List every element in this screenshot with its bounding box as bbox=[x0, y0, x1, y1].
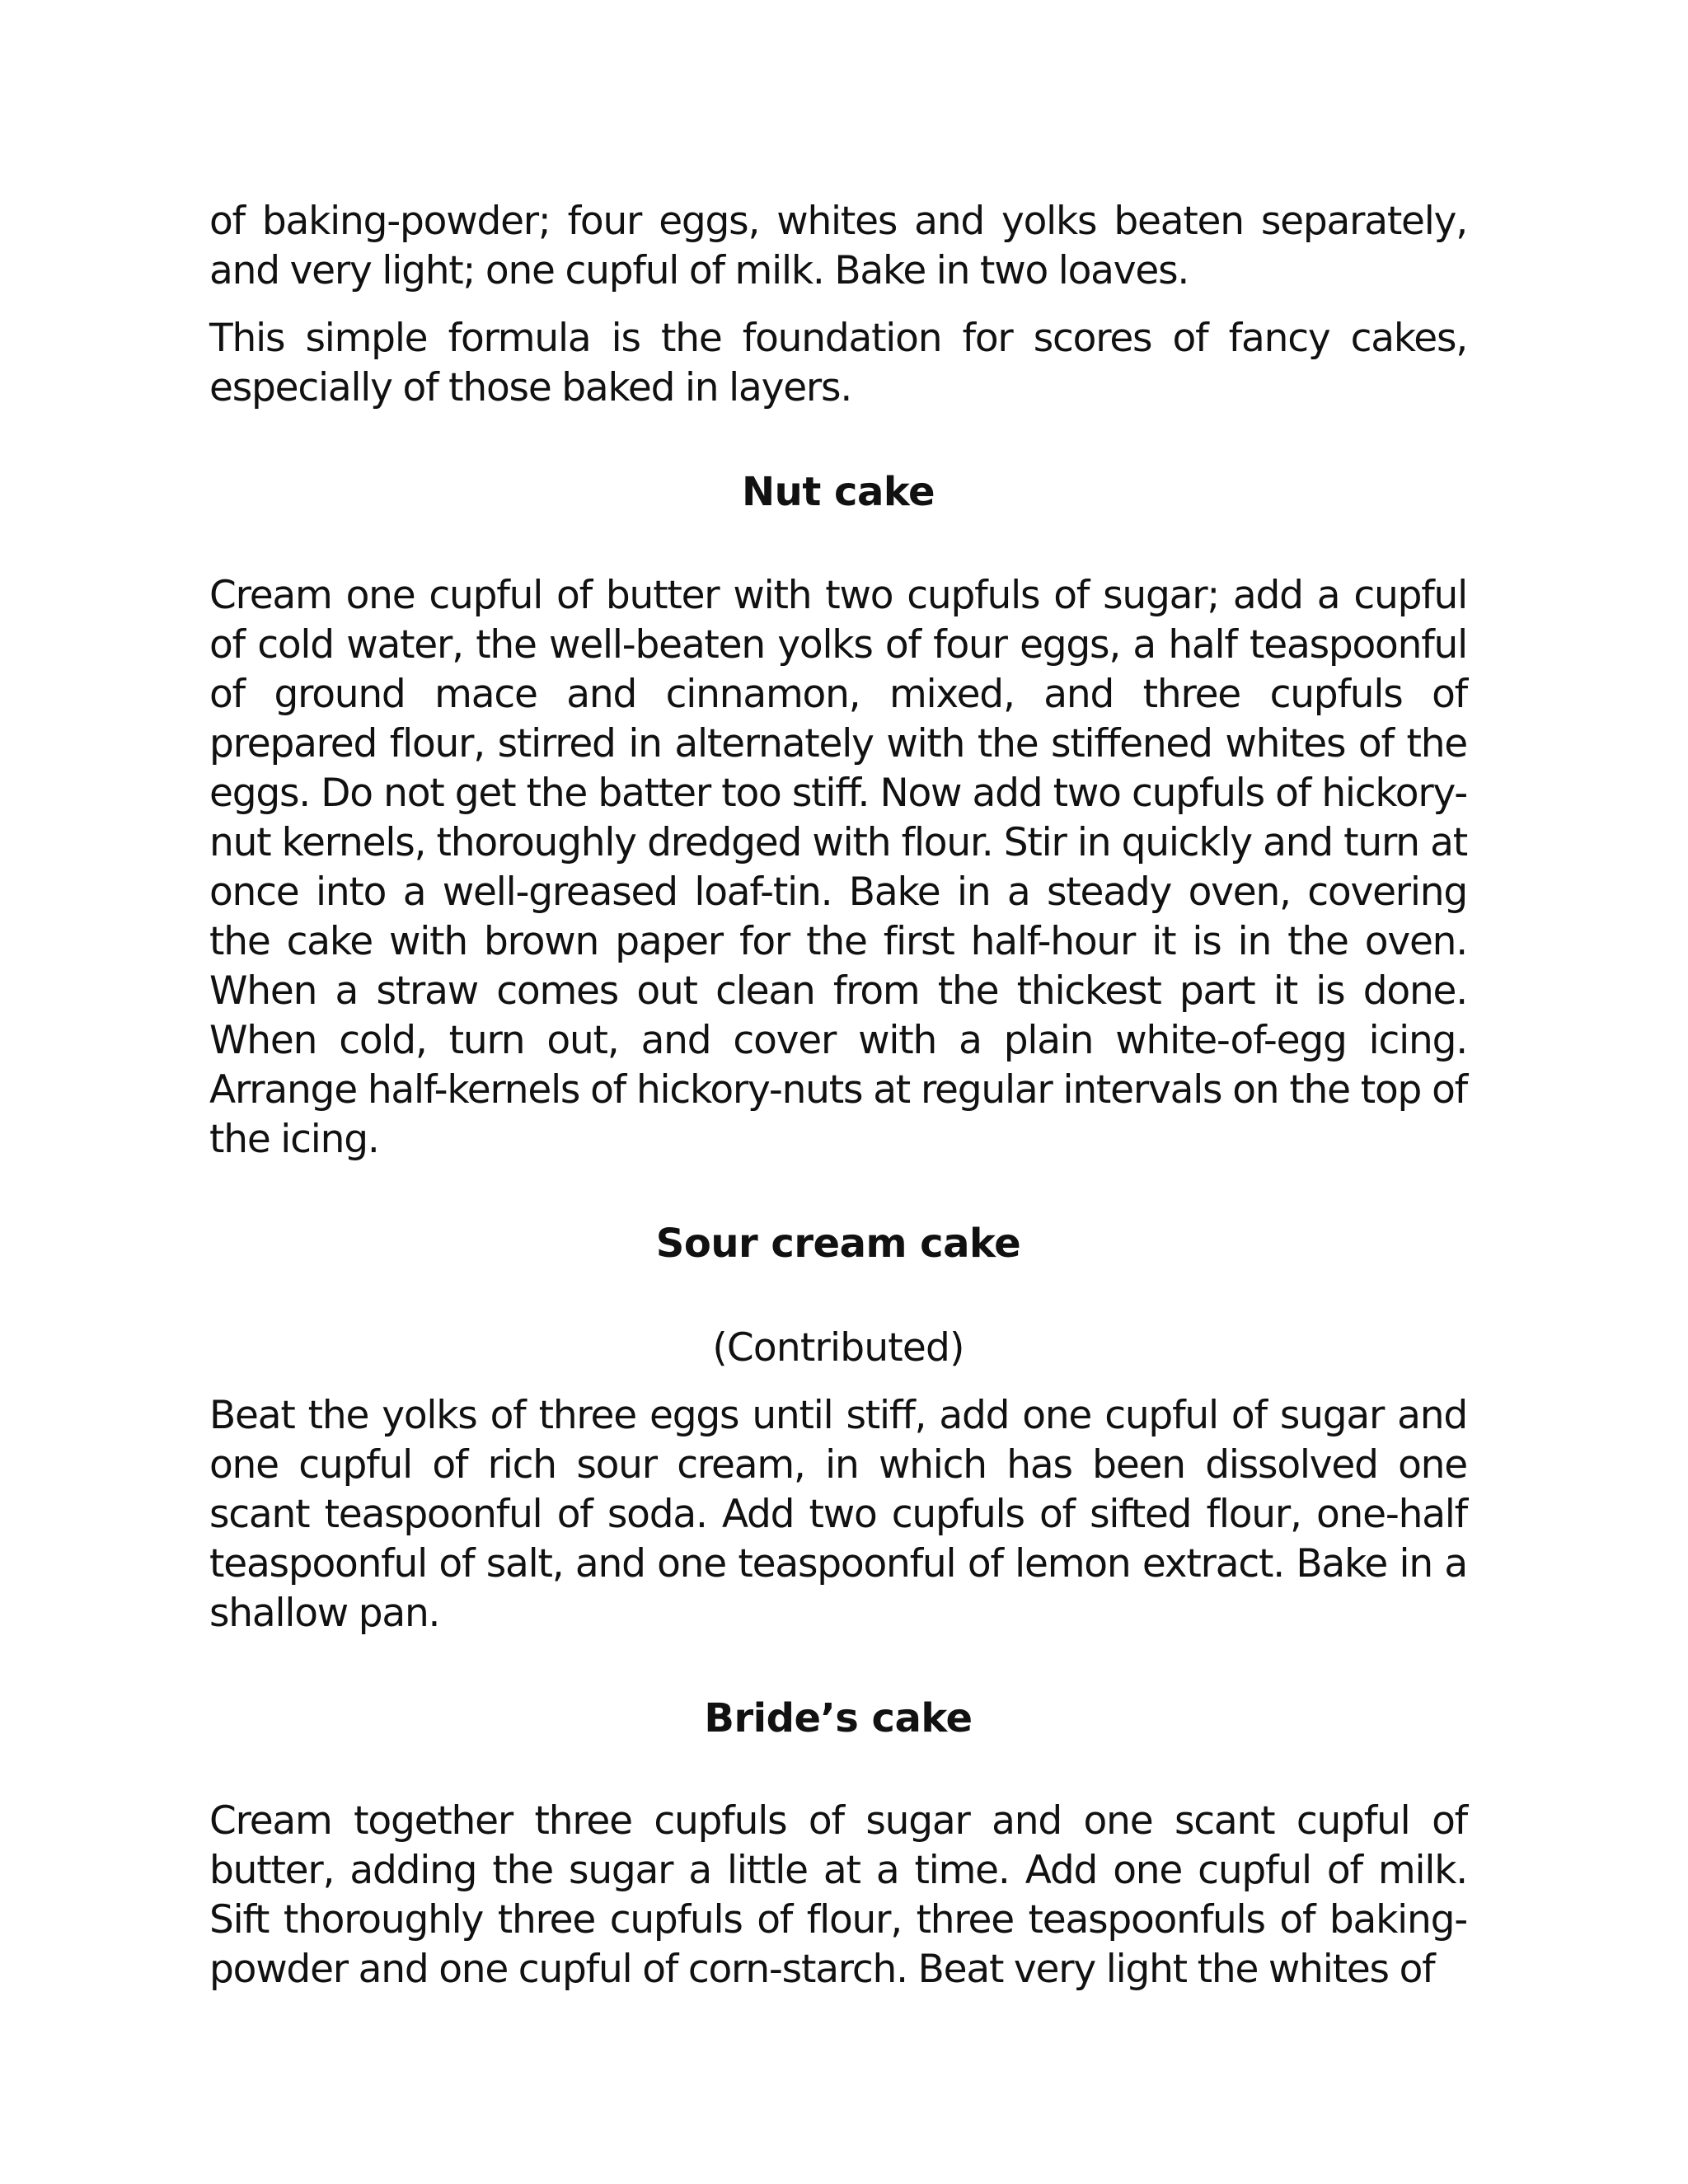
brides-cake-recipe: Cream together three cupfuls of sugar and one scant cupful of butter, adding the sugar a little at a time. Add one cupful of milk. Sift thoroughly three cupfuls of flour, three teaspoonfuls of baking-powder and one cupful of corn-starch. Beat very light the whites of bbox=[209, 1798, 1467, 1992]
sour-cream-cake-recipe: Beat the yolks of three eggs until stiff, add one cupful of sugar and one cupful of rich sour cream, in which has been dissolved one scant teaspoonful of soda. Add two cupfuls of sifted flour, one-half teaspoonful of salt, and one teaspoonful of lemon extract. Bake in a shallow pan. bbox=[209, 1393, 1467, 1636]
brides-cake-heading: Bride’s cake bbox=[704, 1695, 973, 1741]
document-page bbox=[209, 197, 1467, 1994]
nut-cake-recipe: Cream one cupful of butter with two cupfuls of sugar; add a cupful of cold water, the well-beaten yolks of four eggs, a half teaspoonful of ground mace and cinnamon, mixed, and three cupfuls of prepared flour, stirred in alternately with the stiffened whites of the eggs. Do not get the batter too stiff. Now add two cupfuls of hickory-nut kernels, thoroughly dredged with flour. Stir in quickly and turn at once into a well-greased loaf-tin. Bake in a steady oven, covering the cake with brown paper for the first half-hour it is in the oven. When a straw comes out clean from the thickest part it is done. When cold, turn out, and cover with a plain white-of-egg icing. Arrange half-kernels of hickory-nuts at regular intervals on the top of the icing. bbox=[209, 573, 1467, 1162]
sour-cream-cake-heading: Sour cream cake bbox=[655, 1221, 1021, 1267]
nut-cake-heading: Nut cake bbox=[741, 469, 935, 515]
sour-cream-cake-note: (Contributed) bbox=[712, 1325, 964, 1371]
intro-paragraph-1: of baking-powder; four eggs, whites and yolks beaten separately, and very light; one cupful of milk. Bake in two loaves. bbox=[209, 199, 1467, 293]
intro-paragraph-2: This simple formula is the foundation for scores of fancy cakes, especially of those baked in layers. bbox=[209, 316, 1467, 410]
